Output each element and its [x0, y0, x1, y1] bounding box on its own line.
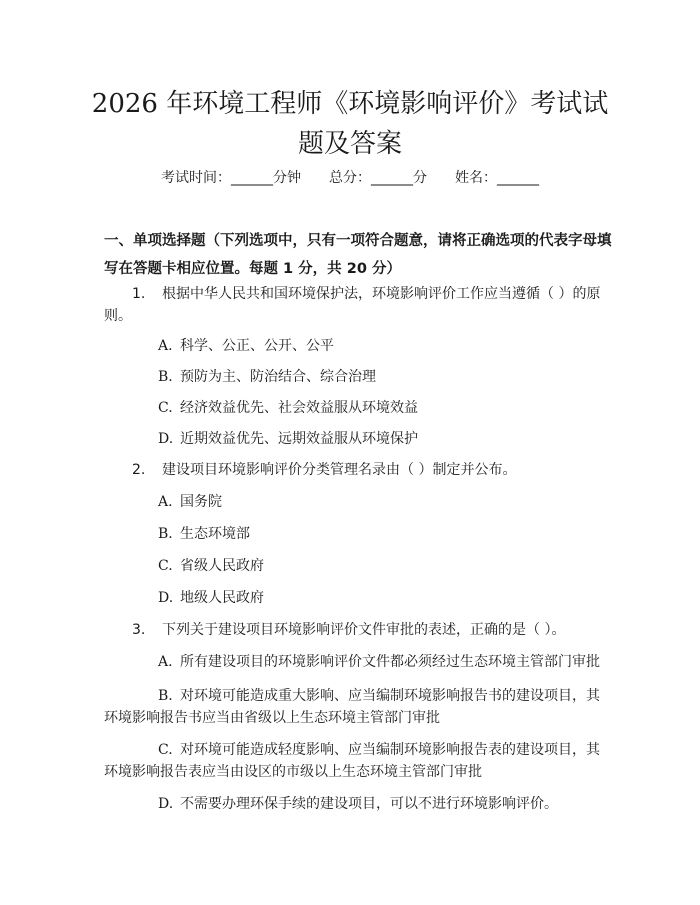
question-2-stem [132, 460, 516, 480]
total-score-label: 总分：______分 [329, 170, 427, 186]
option-letter: D. [158, 796, 174, 812]
option-letter: C. [158, 558, 173, 574]
option-letter: D. [158, 431, 174, 447]
option-text: 近期效益优先、远期效益服从环境保护 [180, 431, 418, 447]
option-text: 对环境可能造成重大影响、应当编制环境影响报告书的建设项目，其 [180, 688, 600, 704]
question-stem-text: 建设项目环境影响评价分类管理名录由（ ）制定并公布。 [162, 462, 517, 478]
question-2-option-b [158, 524, 250, 544]
question-number: 2. [132, 462, 146, 478]
option-text: 科学、公正、公开、公平 [180, 338, 334, 354]
document-title-line1: 2026 年环境工程师《环境影响评价》考试试 [91, 89, 609, 119]
option-letter: B. [158, 688, 173, 704]
question-number: 1. [132, 286, 146, 302]
option-letter: A. [158, 494, 173, 510]
question-2-option-d [158, 588, 264, 608]
question-1-option-b [158, 367, 376, 387]
question-stem-text: 根据中华人民共和国环境保护法，环境影响评价工作应当遵循（ ）的原 [162, 286, 601, 302]
question-3-option-b [158, 686, 600, 706]
option-letter: B. [158, 369, 173, 385]
question-3-stem [132, 620, 565, 640]
option-text: 国务院 [180, 494, 222, 510]
option-letter: C. [158, 742, 173, 758]
option-text: 经济效益优先、社会效益服从环境效益 [180, 400, 418, 416]
option-letter: C. [158, 400, 173, 416]
option-letter: A. [158, 338, 173, 354]
name-label: 姓名：______ [455, 170, 539, 186]
exam-time-label: 考试时间：______分钟 [161, 170, 301, 186]
question-3-option-c-line2: 环境影响报告表应当由设区的市级以上生态环境主管部门审批 [104, 764, 482, 780]
option-text: 所有建设项目的环境影响评价文件都必须经过生态环境主管部门审批 [180, 654, 600, 670]
option-text: 地级人民政府 [180, 590, 264, 606]
question-1-stem-line2: 则。 [104, 308, 132, 324]
option-letter: A. [158, 654, 173, 670]
option-letter: D. [158, 590, 174, 606]
question-3-option-b-line2: 环境影响报告书应当由省级以上生态环境主管部门审批 [104, 710, 440, 726]
exam-meta [0, 168, 700, 188]
question-1-option-c [158, 398, 418, 418]
question-2-option-a [158, 492, 222, 512]
question-3-option-d [158, 794, 558, 814]
question-1-stem [132, 284, 600, 304]
option-text: 对环境可能造成轻度影响、应当编制环境影响报告表的建设项目，其 [180, 742, 600, 758]
document-title-line2: 题及答案 [297, 129, 402, 159]
option-letter: B. [158, 526, 173, 542]
question-stem-text: 下列关于建设项目环境影响评价文件审批的表述，正确的是（ ）。 [162, 622, 566, 638]
section-heading-line1: 一、单项选择题（下列选项中，只有一项符合题意，请将正确选项的代表字母填 [104, 233, 612, 249]
question-1-option-a [158, 336, 334, 356]
question-3-option-c [158, 740, 600, 760]
question-3-option-a [158, 652, 600, 672]
section-heading [104, 229, 624, 281]
option-text: 生态环境部 [180, 526, 250, 542]
option-text: 省级人民政府 [180, 558, 264, 574]
question-1-option-d [158, 429, 418, 449]
section-heading-line2: 写在答题卡相应位置。每题 1 分，共 20 分） [104, 261, 401, 277]
option-text: 不需要办理环保手续的建设项目，可以不进行环境影响评价。 [180, 796, 558, 812]
question-2-option-c [158, 556, 264, 576]
option-text: 预防为主、防治结合、综合治理 [180, 369, 376, 385]
question-number: 3. [132, 622, 146, 638]
